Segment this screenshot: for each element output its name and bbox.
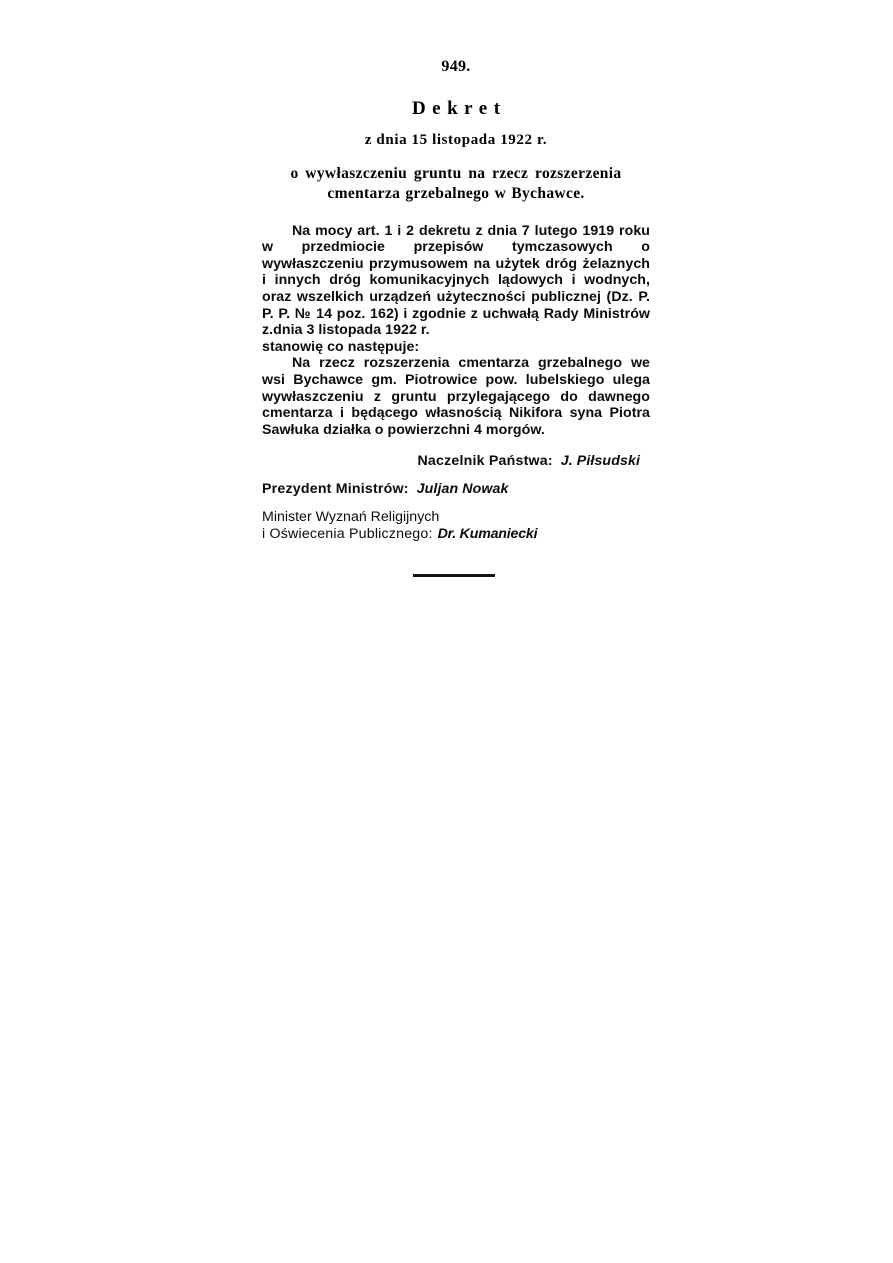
signature-name-minister: Dr. Kumaniecki xyxy=(437,526,538,543)
document-date-line: z dnia 15 listopada 1922 r. xyxy=(364,132,548,148)
body-paragraph-2: stanowię co następuje: xyxy=(262,338,420,355)
body-paragraph-1: Na mocy art. 1 i 2 dekretu z dnia 7 lutego 1919 roku w przedmiocie przepisów tymczasowych o wywłaszczeniu przymusowem na użytek dróg żelaznych i innych dróg komunikacyjnych lądowych i wodnych, oraz wszelkich urządzeń użyteczności publicznej (Dz. P. P. P. № 14 poz. 162) i zgodnie z uchwałą Rady Ministrów z.dnia 3 listopada 1922 r. xyxy=(262,222,650,339)
signature-block xyxy=(262,453,650,543)
signature-role-minister-line-2-wrap xyxy=(262,526,650,543)
section-divider xyxy=(262,564,650,582)
document-subtitle xyxy=(262,164,650,204)
signature-role-head-of-state: Naczelnik Państwa: xyxy=(417,453,553,470)
document-body xyxy=(262,223,650,439)
signature-role-prime-minister: Prezydent Ministrów: xyxy=(262,481,409,498)
act-number: 949. xyxy=(441,58,471,75)
signature-prime-minister xyxy=(262,481,650,498)
body-paragraph-3: Na rzecz rozszerzenia cmentarza grzebalnego we wsi Bychawce gm. Piotrowice pow. lubelskiego ulega wywłaszczeniu z gruntu przylegającego do dawnego cmentarza i będącego własnością Nikifora syna Piotra Sawłuka działka o powierzchni 4 morgów. xyxy=(262,355,650,438)
document-subtitle-line-2: cmentarza grzebalnego w Bychawce. xyxy=(327,184,585,202)
signature-name-prime-minister: Juljan Nowak xyxy=(416,481,509,498)
signature-role-minister-line-2: i Oświecenia Publicznego: xyxy=(262,526,433,543)
divider-rule xyxy=(413,574,495,577)
signature-name-head-of-state: J. Piłsudski xyxy=(560,453,640,470)
document-subtitle-line-1: o wywłaszczeniu gruntu na rzecz rozszerzenia xyxy=(290,165,622,182)
signature-role-minister-line-1: Minister Wyznań Religijnych xyxy=(262,509,440,526)
document-column xyxy=(262,0,650,582)
page-title: Dekret xyxy=(411,98,507,119)
signature-minister-of-religion-and-education xyxy=(262,509,650,543)
signature-head-of-state xyxy=(262,453,650,470)
